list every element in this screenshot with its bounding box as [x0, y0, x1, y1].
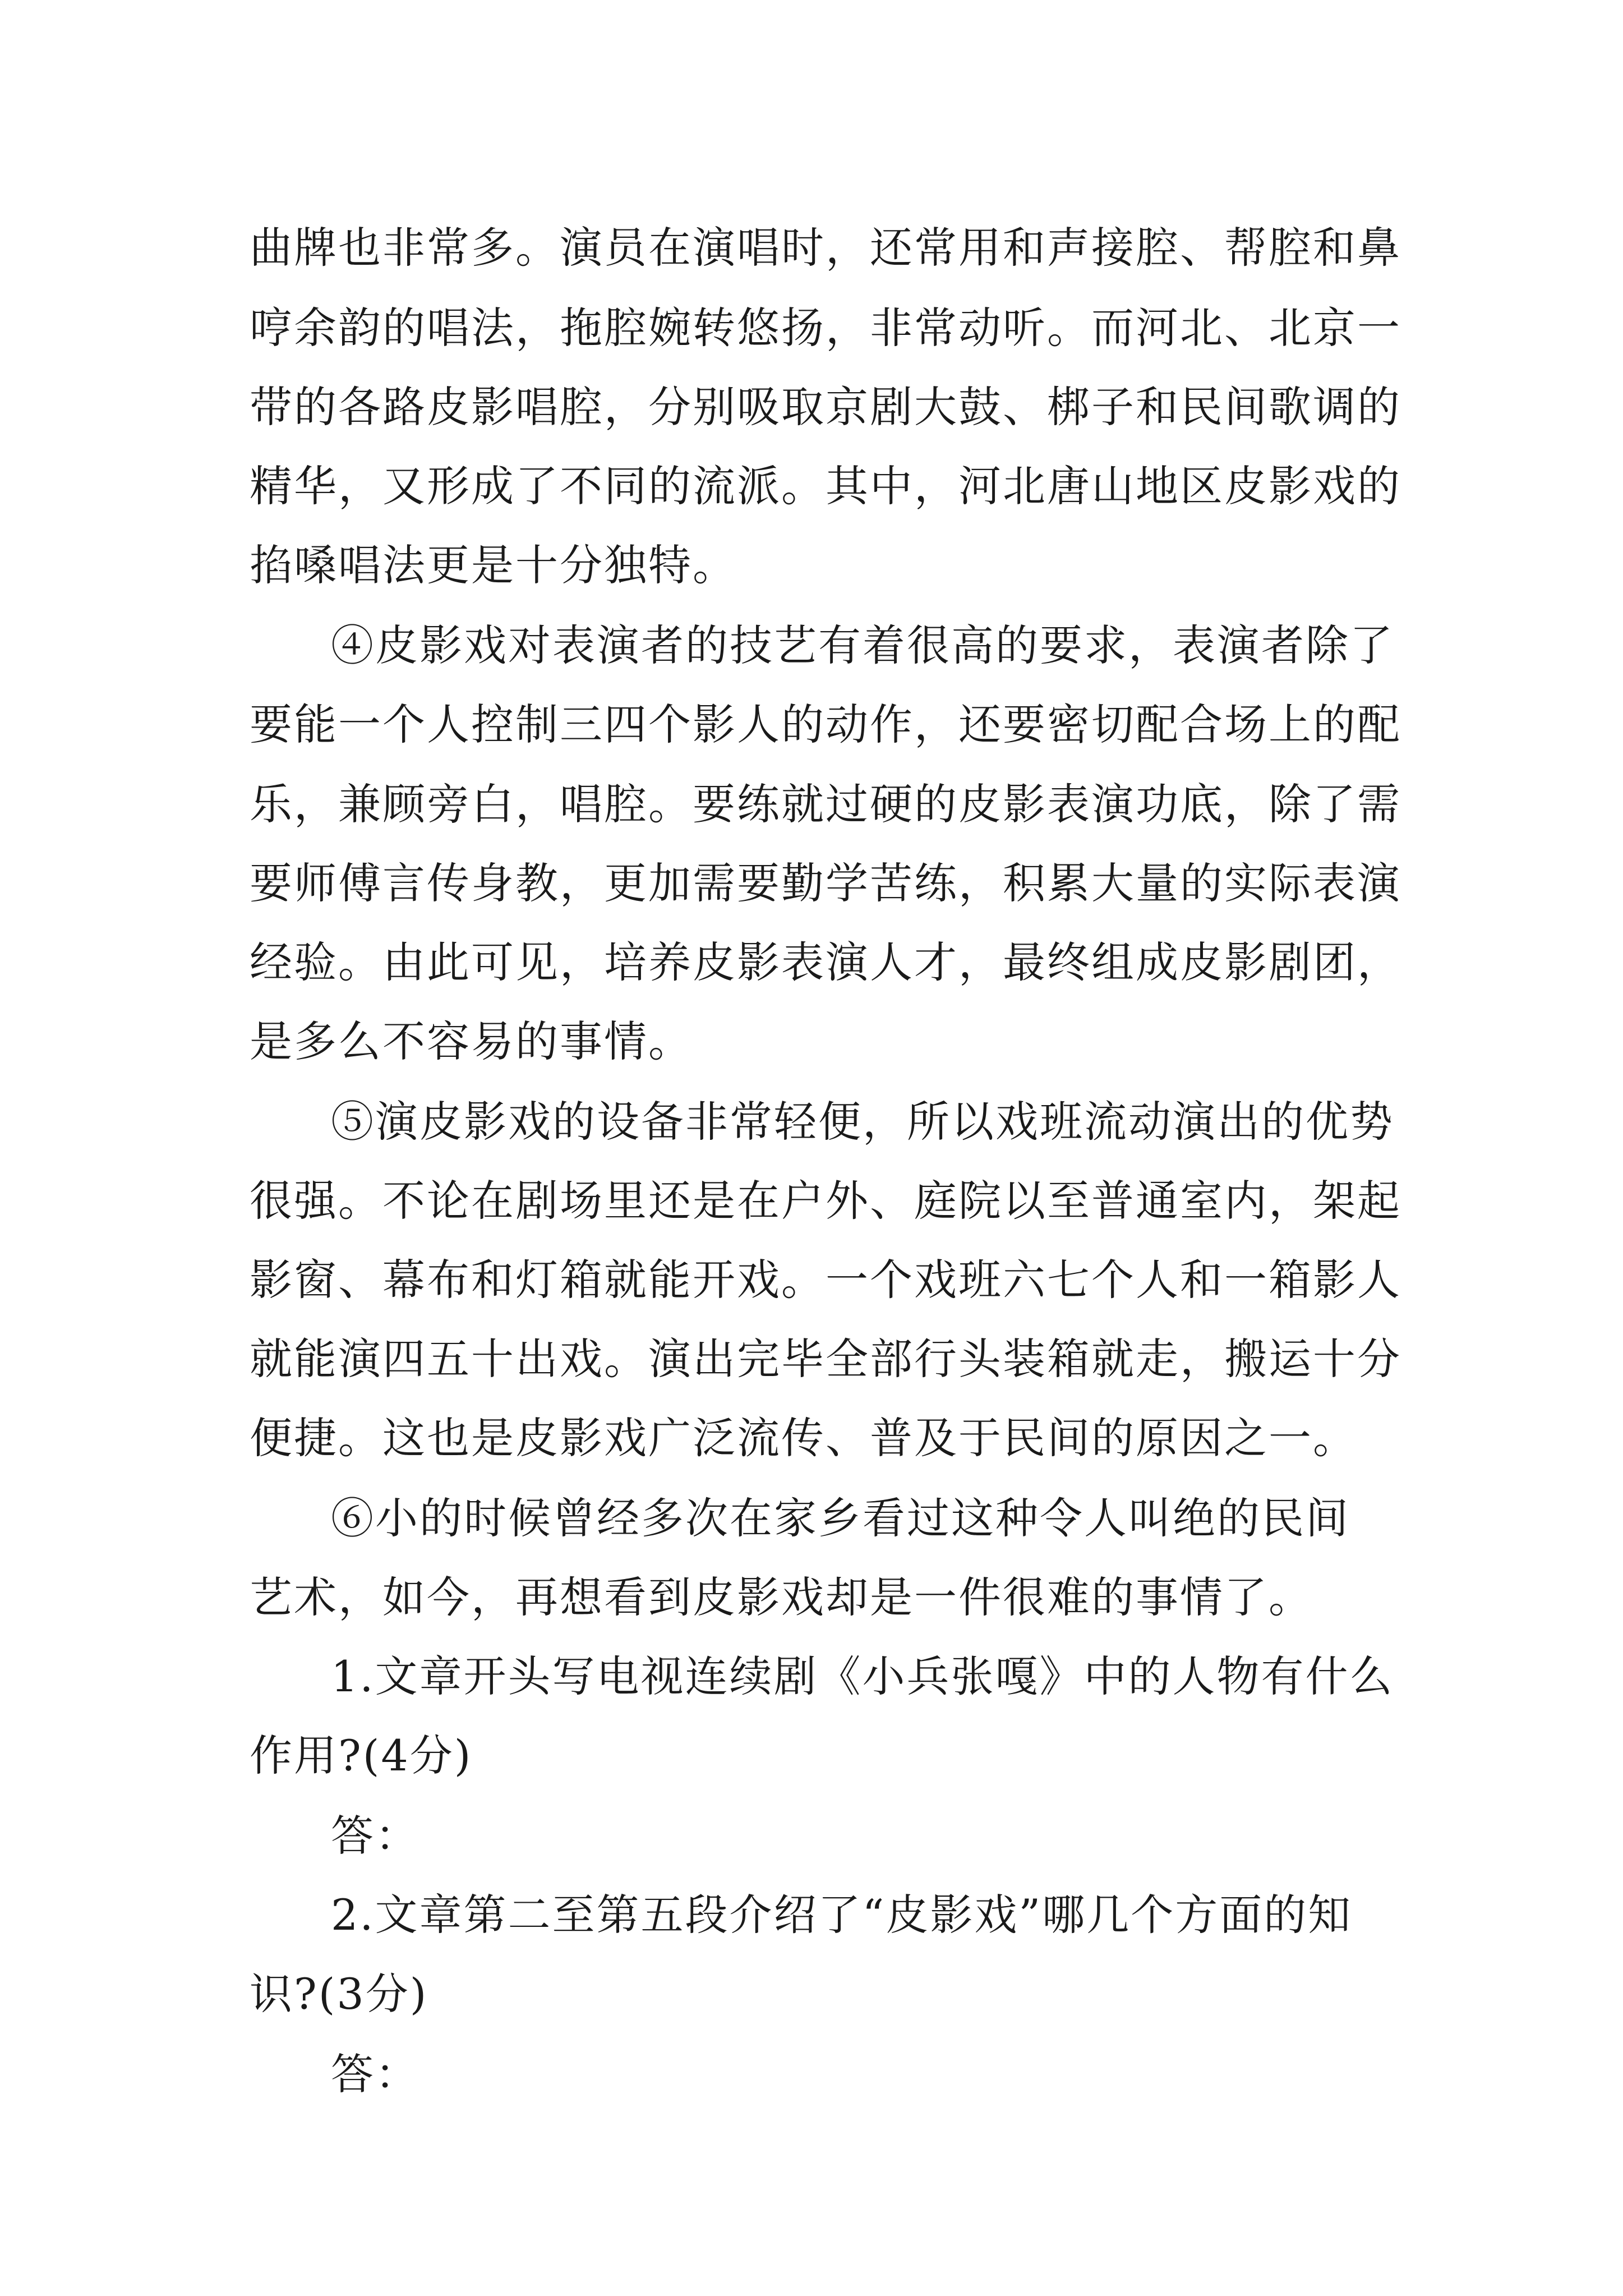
paragraph6-line2: 艺术，如今，再想看到皮影戏却是一件很难的事情了。	[250, 1572, 1313, 1622]
answer1-label: 答：	[331, 1811, 419, 1861]
paragraph6-line1: ⑥小的时候曾经多次在家乡看过这种令人叫绝的民间	[331, 1493, 1350, 1543]
paragraph5-line3: 影窗、幕布和灯箱就能开戏。一个戏班六七个人和一箱影人	[250, 1255, 1401, 1305]
paragraph4-line6: 是多么不容易的事情。	[250, 1016, 693, 1066]
paragraph4-line4: 要师傅言传身教，更加需要勤学苦练，积累大量的实际表演	[250, 858, 1401, 908]
question2-line2: 识?(3分)	[250, 1969, 428, 2019]
question2-line1: 2.文章第二至第五段介绍了“皮影戏”哪几个方面的知	[331, 1890, 1353, 1940]
paragraph4-line1: ④皮影戏对表演者的技艺有着很高的要求，表演者除了	[331, 620, 1394, 670]
paragraph3-line4: 精华，又形成了不同的流派。其中，河北唐山地区皮影戏的	[250, 461, 1401, 511]
paragraph3-line5: 掐嗓唱法更是十分独特。	[250, 540, 737, 590]
paragraph3-line1: 曲牌也非常多。演员在演唱时，还常用和声接腔、帮腔和鼻	[250, 223, 1401, 273]
question1-line2: 作用?(4分)	[250, 1731, 473, 1780]
paragraph5-line4: 就能演四五十出戏。演出完毕全部行头装箱就走，搬运十分	[250, 1334, 1401, 1384]
paragraph4-line5: 经验。由此可见，培养皮影表演人才，最终组成皮影剧团，	[250, 937, 1401, 987]
paragraph3-line2: 哼余韵的唱法，拖腔婉转悠扬，非常动听。而河北、北京一	[250, 303, 1401, 353]
answer2-label: 答：	[331, 2049, 419, 2099]
paragraph5-line1: ⑤演皮影戏的设备非常轻便，所以戏班流动演出的优势	[331, 1097, 1394, 1147]
paragraph5-line5: 便捷。这也是皮影戏广泛流传、普及于民间的原因之一。	[250, 1413, 1357, 1463]
question1-line1: 1.文章开头写电视连续剧《小兵张嘎》中的人物有什么	[331, 1651, 1394, 1701]
paragraph5-line2: 很强。不论在剧场里还是在户外、庭院以至普通室内，架起	[250, 1176, 1401, 1226]
paragraph4-line2: 要能一个人控制三四个影人的动作，还要密切配合场上的配	[250, 700, 1401, 749]
paragraph4-line3: 乐，兼顾旁白，唱腔。要练就过硬的皮影表演功底，除了需	[250, 779, 1401, 829]
paragraph3-line3: 带的各路皮影唱腔，分别吸取京剧大鼓、梆子和民间歌调的	[250, 382, 1401, 432]
